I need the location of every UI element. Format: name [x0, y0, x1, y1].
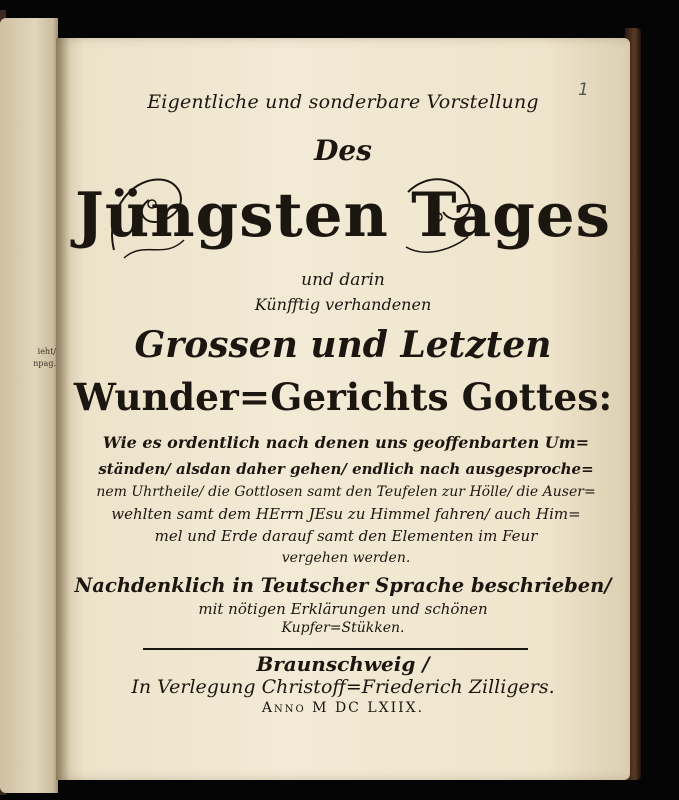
- left-margin-line-2: npag.: [33, 359, 56, 368]
- title-line-7: Wunder=Gerichts Gottes:: [73, 375, 613, 419]
- subtitle-line-1: Nachdenklich in Teutscher Sprache beschrieben/: [74, 574, 612, 597]
- description-line-5: mel und Erde darauf samt den Elementen im Feur: [154, 527, 538, 545]
- title-main: Jüngsten Tages: [74, 180, 611, 251]
- horizontal-rule: [143, 648, 528, 650]
- left-facing-page: [0, 18, 58, 793]
- description-line-2: ständen/ alsdan daher gehen/ endlich nach ausgesproche=: [98, 460, 594, 478]
- imprint-year: Anno M DC LXIIX.: [261, 700, 425, 716]
- description-paragraph: [96, 429, 596, 569]
- folio-number: 1: [578, 80, 589, 100]
- imprint-city: Braunschweig /: [256, 652, 430, 676]
- description-line-3: nem Uhrtheile/ die Gottlosen samt den Teufelen zur Hölle/ die Auser=: [96, 484, 596, 500]
- title-line-2: Des: [314, 134, 372, 167]
- description-line-1: Wie es ordentlich nach denen uns geoffenbarten Um=: [102, 433, 590, 452]
- title-line-5: Künfftig verhandenen: [254, 295, 432, 314]
- description-line-4: wehlten samt dem HErrn JEsu zu Himmel fahren/ auch Him=: [111, 505, 581, 523]
- subtitle-line-3: Kupfer=Stükken.: [281, 620, 405, 636]
- imprint-publisher: In Verlegung Christoff=Friederich Zilligers.: [131, 676, 555, 698]
- title-line-6: Grossen und Letzten: [134, 324, 552, 366]
- description-line-6: vergehen werden.: [281, 550, 411, 566]
- left-margin-line-1: ieht/: [37, 347, 56, 356]
- subtitle-line-2: mit nötigen Erklärungen und schönen: [198, 600, 488, 618]
- left-page-margin-text: [6, 346, 56, 370]
- title-line-4: und darin: [301, 270, 385, 290]
- title-line-1: Eigentliche und sonderbare Vorstellung: [147, 91, 539, 113]
